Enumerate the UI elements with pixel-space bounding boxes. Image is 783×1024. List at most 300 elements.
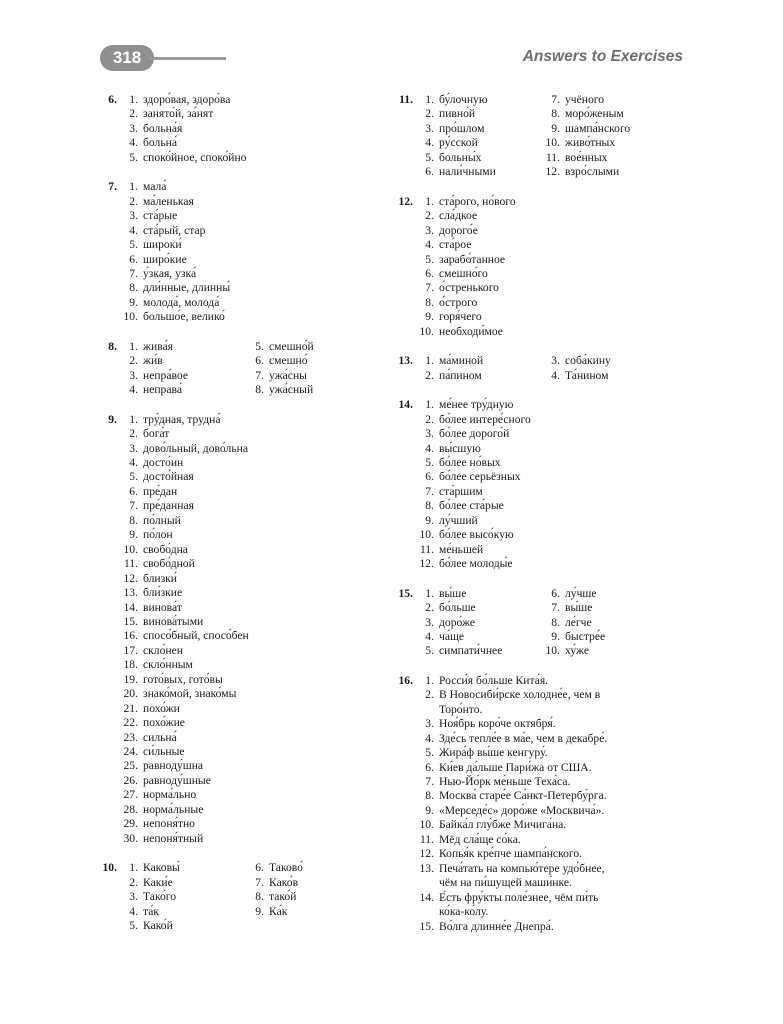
answer-item xyxy=(417,470,692,484)
item-number: 7. xyxy=(425,775,434,789)
item-number: 8. xyxy=(425,295,434,309)
item-number: 30. xyxy=(123,831,138,845)
answer-item xyxy=(417,398,692,412)
answer-item-continuation xyxy=(417,876,692,890)
item-number: 5. xyxy=(129,919,138,933)
item-number: 5. xyxy=(425,455,434,469)
item-text: ста́рые xyxy=(143,209,178,223)
item-number: 2. xyxy=(129,427,138,441)
answer-item xyxy=(121,383,247,397)
item-text: пивно́й xyxy=(439,107,476,121)
answer-item xyxy=(417,775,692,789)
answer-item xyxy=(543,151,692,165)
answer-item xyxy=(121,499,366,513)
item-text: ча́ще xyxy=(439,629,465,643)
item-text: Москва́ старе́е Са́нкт-Петербу́рга. xyxy=(439,789,607,803)
exercise-number: 12. xyxy=(398,194,413,208)
answer-item xyxy=(247,340,366,354)
answer-item xyxy=(121,209,366,223)
item-number: 2. xyxy=(425,368,434,382)
item-number: 15. xyxy=(123,614,138,628)
answer-item xyxy=(121,658,366,672)
item-number: 3. xyxy=(129,368,138,382)
answer-item xyxy=(121,136,366,150)
item-text: смешно́ xyxy=(269,354,308,368)
item-number: 3. xyxy=(425,615,434,629)
answer-item xyxy=(417,296,692,310)
item-number: 6. xyxy=(255,354,264,368)
item-text: Мёд сла́ще со́ка. xyxy=(439,832,521,846)
item-number: 8. xyxy=(425,499,434,513)
answer-item xyxy=(247,383,366,397)
item-number: 3. xyxy=(129,441,138,455)
item-text: широки́ xyxy=(143,238,182,252)
exercise-8 xyxy=(96,340,366,398)
item-number: 2. xyxy=(425,209,434,223)
answer-item xyxy=(543,587,692,601)
item-number: 29. xyxy=(123,817,138,831)
item-text: свобо́дной xyxy=(143,557,195,571)
item-number: 2. xyxy=(129,107,138,121)
item-text: Таково́ xyxy=(269,861,303,875)
item-number: 4. xyxy=(425,238,434,252)
item-text: ужа́сны xyxy=(269,368,307,382)
answer-item xyxy=(121,861,247,875)
answer-item xyxy=(417,847,692,861)
item-number: 19. xyxy=(123,672,138,686)
item-text: смешно́го xyxy=(439,266,488,280)
item-text: Како́в xyxy=(269,875,299,889)
item-text: Нью-Йо́рк ме́ньше Теха́са. xyxy=(439,775,571,789)
answer-item xyxy=(121,716,366,730)
answer-item xyxy=(121,745,366,759)
answer-item xyxy=(417,354,543,368)
item-number: 6. xyxy=(551,586,560,600)
item-text: похо́жие xyxy=(143,716,185,730)
item-text: жива́я xyxy=(143,339,174,353)
answer-item xyxy=(417,804,692,818)
item-text: бу́лочную xyxy=(439,93,488,106)
item-text: больны́х xyxy=(439,150,482,164)
answer-item xyxy=(121,107,366,121)
item-text: похо́жи xyxy=(143,701,180,715)
item-number: 1. xyxy=(129,93,138,106)
item-text: Байка́л глу́бже Мичига́на. xyxy=(439,818,567,832)
answer-item xyxy=(417,789,692,803)
item-text: гото́вых, гото́вы xyxy=(143,672,223,686)
exercise-number: 10. xyxy=(102,861,117,875)
answer-item xyxy=(417,514,692,528)
item-number: 10. xyxy=(123,310,138,324)
item-text: Ноя́брь коро́че октября́. xyxy=(439,717,556,731)
answer-item xyxy=(417,543,692,557)
item-text: бо́лее интере́сного xyxy=(439,412,531,426)
item-number: 5. xyxy=(129,470,138,484)
answer-item xyxy=(417,151,543,165)
item-text: непоня́тный xyxy=(143,831,204,845)
item-text: ста́рого, но́вого xyxy=(439,194,516,208)
answer-item xyxy=(121,281,366,295)
answer-item xyxy=(543,107,692,121)
answer-item xyxy=(121,180,366,194)
item-number: 16. xyxy=(123,629,138,643)
item-number: 2. xyxy=(129,875,138,889)
answer-item xyxy=(121,93,366,107)
item-text: больна́я xyxy=(143,121,183,135)
item-number: 9. xyxy=(255,904,264,918)
item-number: 1. xyxy=(129,339,138,353)
item-number: 4. xyxy=(425,731,434,745)
answer-item xyxy=(543,630,692,644)
answer-item xyxy=(417,818,692,832)
item-number: 5. xyxy=(425,252,434,266)
exercise-11 xyxy=(392,93,692,180)
item-number: 4. xyxy=(425,136,434,150)
item-text: равноду́шные xyxy=(143,773,211,787)
answer-item xyxy=(417,587,543,601)
item-text: та́к xyxy=(143,904,159,918)
item-text: бли́зкие xyxy=(143,586,183,600)
answer-item xyxy=(247,369,366,383)
exercise-9 xyxy=(96,413,366,847)
item-number: 6. xyxy=(255,861,264,875)
item-text: здоро́вая, здоро́ва xyxy=(143,93,231,106)
item-text: вы́ше xyxy=(565,601,593,615)
answer-item xyxy=(121,122,366,136)
item-number: 5. xyxy=(425,644,434,658)
item-number: 7. xyxy=(551,601,560,615)
answer-item xyxy=(121,253,366,267)
answer-list xyxy=(121,93,366,165)
answer-item xyxy=(121,919,247,933)
item-text: ле́гче xyxy=(565,615,592,629)
answer-item xyxy=(417,528,692,542)
answer-item xyxy=(121,528,366,542)
answer-item xyxy=(121,702,366,716)
answer-item xyxy=(417,833,692,847)
item-number: 6. xyxy=(129,252,138,266)
item-number: 1. xyxy=(129,180,138,194)
item-number: 5. xyxy=(425,150,434,164)
item-text: сла́дкое xyxy=(439,209,478,223)
answer-item xyxy=(417,732,692,746)
answer-item xyxy=(417,746,692,760)
item-number: 5. xyxy=(255,339,264,353)
item-number: 4. xyxy=(425,629,434,643)
exercise-10 xyxy=(96,861,366,933)
item-number: 9. xyxy=(129,295,138,309)
item-text: знако́мой, знако́мы xyxy=(143,687,237,701)
item-number: 6. xyxy=(425,266,434,280)
answer-list xyxy=(121,413,366,847)
answer-item xyxy=(417,224,692,238)
item-text: соба́кину xyxy=(565,354,611,368)
item-text: о́стренького xyxy=(439,281,499,295)
answer-item-continuation xyxy=(417,703,692,717)
answer-item xyxy=(121,442,366,456)
item-text: пре́данная xyxy=(143,499,194,513)
answer-item xyxy=(121,572,366,586)
item-number: 14. xyxy=(419,890,434,904)
answer-item xyxy=(121,557,366,571)
item-number: 6. xyxy=(425,760,434,774)
item-number: 10. xyxy=(419,818,434,832)
page-number: 318 xyxy=(100,45,154,71)
item-text: про́шлом xyxy=(439,121,485,135)
item-text: вы́ше xyxy=(439,586,467,600)
header-rule xyxy=(150,57,226,60)
item-text: непра́вое xyxy=(143,368,188,382)
answer-item xyxy=(417,253,692,267)
item-number: 11. xyxy=(545,150,560,164)
exercise-16 xyxy=(392,674,692,934)
item-text: винова́т xyxy=(143,600,182,614)
item-number: 4. xyxy=(129,455,138,469)
item-number: 28. xyxy=(123,802,138,816)
answer-item xyxy=(121,890,247,904)
item-number: 8. xyxy=(255,890,264,904)
item-text: быстре́е xyxy=(565,629,606,643)
item-number: 3. xyxy=(425,121,434,135)
item-number: 7. xyxy=(255,368,264,382)
item-number: 9. xyxy=(129,528,138,542)
answer-item xyxy=(247,861,366,875)
item-number: 8. xyxy=(255,383,264,397)
item-number: 7. xyxy=(551,93,560,106)
answer-item xyxy=(121,296,366,310)
item-text: Како́й xyxy=(143,919,173,933)
answer-item xyxy=(121,427,366,441)
exercise-number: 16. xyxy=(398,673,413,687)
item-text: учёного xyxy=(565,93,605,106)
item-text: ста́рый, стар xyxy=(143,223,206,237)
answer-item xyxy=(417,688,692,702)
item-text: симпати́чнее xyxy=(439,644,503,658)
answer-item xyxy=(417,369,543,383)
item-number: 7. xyxy=(129,499,138,513)
item-number: 10. xyxy=(419,324,434,338)
item-number: 22. xyxy=(123,716,138,730)
answer-item xyxy=(121,601,366,615)
answer-item xyxy=(121,470,366,484)
item-number: 7. xyxy=(425,484,434,498)
item-text: больна́ xyxy=(143,136,177,150)
item-number: 18. xyxy=(123,658,138,672)
item-number: 8. xyxy=(425,789,434,803)
item-text: о́строго xyxy=(439,295,478,309)
answer-item xyxy=(417,499,692,513)
item-text: Жира́ф вы́ше кенгуру́. xyxy=(439,746,548,760)
item-text: моро́женым xyxy=(565,107,624,121)
exercise-13 xyxy=(392,354,692,383)
item-text: вое́нных xyxy=(565,150,608,164)
answer-item xyxy=(543,601,692,615)
answer-item xyxy=(121,629,366,643)
item-number: 1. xyxy=(425,673,434,687)
answer-item xyxy=(417,195,692,209)
item-number: 7. xyxy=(129,266,138,280)
item-text: бога́т xyxy=(143,427,170,441)
item-number: 11. xyxy=(419,542,434,556)
item-text: Каки́е xyxy=(143,875,173,889)
item-number: 1. xyxy=(425,354,434,368)
item-text: сильна́ xyxy=(143,730,177,744)
answer-item xyxy=(543,354,692,368)
exercise-number: 8. xyxy=(108,339,117,353)
item-text: необходи́мое xyxy=(439,324,503,338)
item-text: бо́лее высо́кую xyxy=(439,528,514,542)
item-number: 5. xyxy=(129,238,138,252)
item-number: 1. xyxy=(425,194,434,208)
item-text: ме́ньшей xyxy=(439,542,484,556)
item-text: В Новосиби́рске холодне́е, чем в xyxy=(439,688,601,702)
answer-item xyxy=(417,281,692,295)
answer-list xyxy=(417,195,692,340)
item-text: по́лон xyxy=(143,528,173,542)
item-text: Тако́го xyxy=(143,890,177,904)
answer-item xyxy=(121,195,366,209)
item-text: мала́ xyxy=(143,180,167,194)
item-text: Зде́сь тепле́е в ма́е, чем в декабре́. xyxy=(439,731,608,745)
item-text: зарабо́танное xyxy=(439,252,506,266)
answer-item xyxy=(543,644,692,658)
answer-item xyxy=(417,761,692,775)
answer-item xyxy=(417,920,692,934)
item-text: Ки́ев да́льше Пари́жа от США. xyxy=(439,760,592,774)
item-number: 7. xyxy=(255,875,264,889)
item-text: доро́же xyxy=(439,615,476,629)
exercise-number: 7. xyxy=(108,180,117,194)
item-text: норма́льные xyxy=(143,802,204,816)
answer-item xyxy=(121,224,366,238)
item-number: 3. xyxy=(129,209,138,223)
item-text: бо́лее ста́рые xyxy=(439,499,504,513)
answer-item xyxy=(121,644,366,658)
item-text-continued: чём на пи́шущей маши́нке. xyxy=(439,876,572,890)
item-number: 3. xyxy=(425,223,434,237)
item-number: 3. xyxy=(129,121,138,135)
item-text: молода́, молода́ xyxy=(143,295,220,309)
item-number: 3. xyxy=(425,427,434,441)
item-number: 2. xyxy=(425,107,434,121)
item-text: лу́чше xyxy=(565,586,597,600)
answer-item xyxy=(247,905,366,919)
answer-item xyxy=(417,267,692,281)
item-text: жи́в xyxy=(143,354,163,368)
answer-item xyxy=(417,209,692,223)
answer-item xyxy=(247,876,366,890)
item-number: 24. xyxy=(123,745,138,759)
item-text: свобо́дна xyxy=(143,542,188,556)
answer-item xyxy=(417,674,692,688)
item-text: ма́ленькая xyxy=(143,194,194,208)
exercise-number: 15. xyxy=(398,586,413,600)
answer-item xyxy=(417,644,543,658)
answer-item xyxy=(417,310,692,324)
item-text: смешно́й xyxy=(269,339,314,353)
answer-item xyxy=(417,862,692,876)
answer-item xyxy=(417,136,543,150)
answer-item xyxy=(417,93,543,107)
answer-item xyxy=(121,586,366,600)
item-number: 4. xyxy=(129,136,138,150)
item-number: 13. xyxy=(123,586,138,600)
answer-item xyxy=(543,616,692,630)
item-number: 10. xyxy=(419,528,434,542)
answer-item xyxy=(121,238,366,252)
right-column xyxy=(392,93,692,934)
item-number: 4. xyxy=(551,368,560,382)
item-text: дорого́е xyxy=(439,223,478,237)
item-text: Печа́тать на компью́тере удо́бнее, xyxy=(439,861,605,875)
item-text: равноду́шна xyxy=(143,759,204,773)
answer-item xyxy=(417,325,692,339)
item-text: шампа́нского xyxy=(565,121,631,135)
exercise-12 xyxy=(392,195,692,340)
answer-item xyxy=(543,369,692,383)
exercise-number: 13. xyxy=(398,354,413,368)
answer-item xyxy=(121,673,366,687)
item-text: Каковы́ xyxy=(143,861,180,875)
item-text: дли́нные, длинны́ xyxy=(143,281,231,295)
answer-list xyxy=(121,340,366,398)
item-number: 27. xyxy=(123,788,138,802)
item-text: Копья́к кре́пче шампа́нского. xyxy=(439,847,583,861)
item-number: 15. xyxy=(419,919,434,933)
item-number: 6. xyxy=(425,470,434,484)
item-text: «Мерседе́с» доро́же «Москвича́». xyxy=(439,803,605,817)
item-text-continued: ко́ка-ко́лу. xyxy=(439,905,489,919)
item-text: скло́нен xyxy=(143,643,183,657)
item-number: 4. xyxy=(129,223,138,237)
left-column xyxy=(96,93,366,933)
item-number: 2. xyxy=(129,194,138,208)
item-text: вы́сшую xyxy=(439,441,481,455)
item-number: 3. xyxy=(425,717,434,731)
item-number: 2. xyxy=(425,601,434,615)
item-text: ху́же xyxy=(565,644,590,658)
item-number: 10. xyxy=(545,136,560,150)
answer-item xyxy=(417,891,692,905)
item-number: 17. xyxy=(123,643,138,657)
item-number: 10. xyxy=(545,644,560,658)
item-number: 5. xyxy=(425,746,434,760)
answer-item xyxy=(121,340,247,354)
answer-item xyxy=(543,136,692,150)
answer-list xyxy=(417,587,692,659)
item-text: бо́лее дорого́й xyxy=(439,427,510,441)
running-head: Answers to Exercises xyxy=(522,48,683,65)
item-number: 14. xyxy=(123,600,138,614)
item-text: ру́сской xyxy=(439,136,478,150)
item-number: 21. xyxy=(123,701,138,715)
item-text: ста́рое xyxy=(439,238,472,252)
answer-item xyxy=(121,514,366,528)
item-number: 12. xyxy=(545,165,560,179)
item-text: Е́сть фру́кты поле́знее, чём пи́ть xyxy=(439,890,599,904)
item-text: скло́нным xyxy=(143,658,193,672)
item-number: 2. xyxy=(129,354,138,368)
answer-item xyxy=(247,354,366,368)
item-number: 2. xyxy=(425,688,434,702)
answer-list xyxy=(417,398,692,571)
item-text: Та́нином xyxy=(565,368,609,382)
answer-item xyxy=(543,165,692,179)
item-text: спосо́бный, спосо́бен xyxy=(143,629,249,643)
answer-item xyxy=(121,876,247,890)
item-number: 4. xyxy=(129,904,138,918)
item-text: Во́лга длинне́е Днепра́. xyxy=(439,919,554,933)
